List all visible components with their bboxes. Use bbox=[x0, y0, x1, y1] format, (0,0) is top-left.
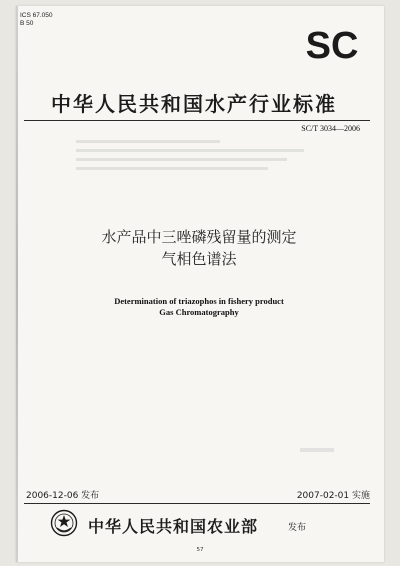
sc-logo-icon bbox=[300, 26, 364, 62]
classification-codes bbox=[20, 12, 53, 28]
ministry-emblem-icon bbox=[50, 509, 78, 537]
publisher-action: 发布 bbox=[288, 523, 307, 533]
footer-rule bbox=[24, 503, 370, 504]
chinese-title bbox=[24, 226, 374, 270]
english-title-line2: Gas Chromatography bbox=[159, 307, 239, 317]
english-title-line1: Determination of triazophos in fishery product bbox=[114, 296, 284, 306]
ics-code: ICS 67.050 bbox=[20, 12, 53, 19]
svg-text:SC: SC bbox=[305, 26, 359, 62]
header-rule bbox=[24, 120, 370, 121]
standard-code: SC/T 3034—2006 bbox=[301, 124, 360, 133]
ccs-code: B 50 bbox=[20, 20, 34, 27]
standard-category: 中华人民共和国水产行业标准 bbox=[51, 92, 337, 116]
publisher-name: 中华人民共和国农业部 bbox=[88, 517, 259, 536]
binding-edge bbox=[16, 6, 18, 562]
bleed-through-texture bbox=[76, 134, 316, 182]
issue-date: 2006-12-06 发布 bbox=[26, 491, 100, 501]
page-number: 57 bbox=[196, 547, 204, 553]
implementation-date: 2007-02-01 实施 bbox=[296, 491, 370, 501]
scan-speck bbox=[300, 448, 334, 452]
english-title bbox=[24, 296, 374, 318]
chinese-title-line2: 气相色谱法 bbox=[161, 250, 237, 268]
chinese-title-line1: 水产品中三唑磷残留量的测定 bbox=[101, 228, 297, 246]
